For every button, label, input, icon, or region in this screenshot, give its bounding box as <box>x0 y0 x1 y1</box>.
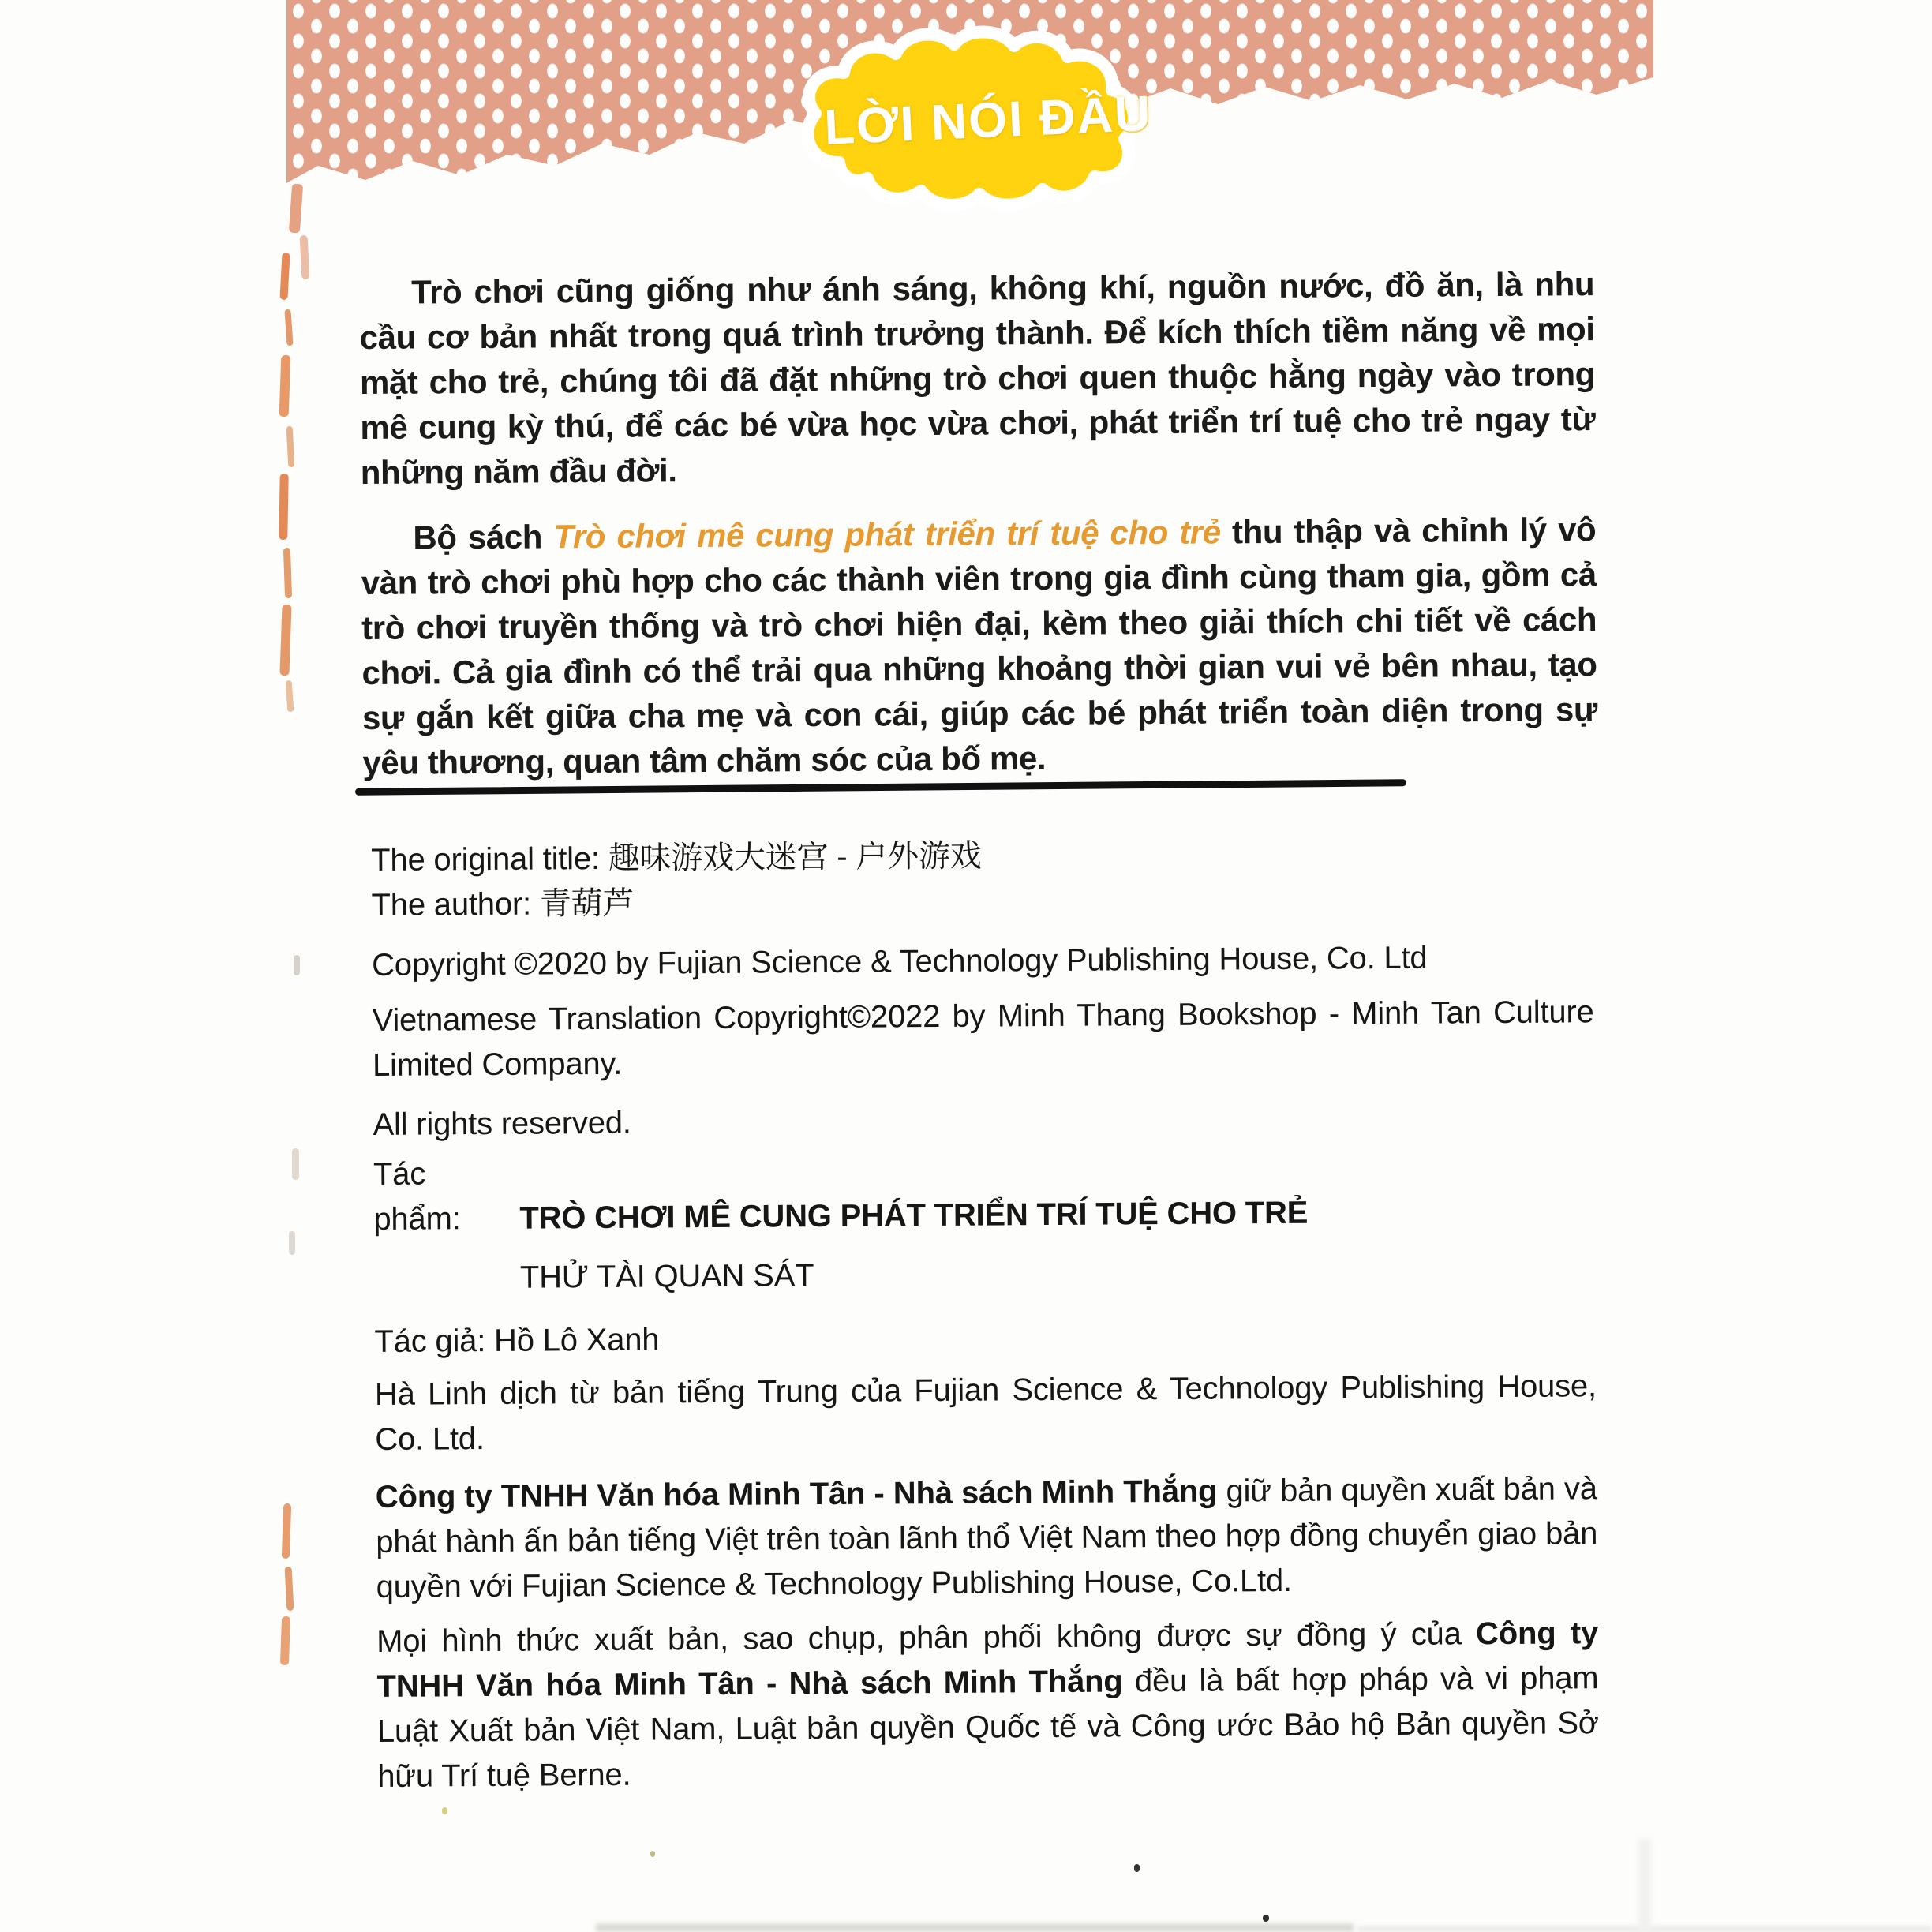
scan-artifact <box>1638 1839 1651 1932</box>
title-cloud <box>777 22 1188 219</box>
scan-artifact <box>300 235 310 279</box>
legal-publisher-name: Công ty TNHH Văn hóa Minh Tân - Nhà sách Minh Thắng <box>376 1616 1599 1704</box>
legal-text-pre: Mọi hình thức xuất bản, sao chụp, phân phối không được sự đồng ý của <box>376 1616 1477 1659</box>
vn-copyright-line: Vietnamese Translation Copyright©2022 by Minh Thang Bookshop - Minh Tan Culture Limited Company. <box>372 994 1594 1083</box>
rights-line: All rights reserved. <box>373 1105 631 1142</box>
scan-artifact <box>1134 1864 1140 1872</box>
author-vn-line: Tác giả: Hồ Lô Xanh <box>374 1322 660 1359</box>
scan-artifact <box>289 184 303 234</box>
publisher-name: Công ty TNHH Văn hóa Minh Tân - Nhà sách Minh Thắng <box>375 1473 1218 1515</box>
work-title: TRÒ CHƠI MÊ CUNG PHÁT TRIỂN TRÍ TUỆ CHO TRẺ <box>519 1195 1309 1236</box>
scan-artifact <box>596 1923 1354 1932</box>
scan-artifact <box>289 1231 295 1255</box>
series-title: Trò chơi mê cung phát triển trí tuệ cho trẻ <box>553 513 1221 556</box>
intro-section <box>359 261 1598 785</box>
scan-artifact <box>280 1616 290 1665</box>
work-subtitle: THỬ TÀI QUAN SÁT <box>519 1258 814 1295</box>
scan-artifact <box>279 474 288 540</box>
translator-line: Hà Linh dịch từ bản tiếng Trung của Fujian Science & Technology Publishing House, Co. Ltd. <box>374 1368 1597 1457</box>
scan-artifact <box>282 1503 291 1559</box>
original-author-line: The author: 青葫芦 <box>371 886 635 923</box>
paragraph-rest: thu thập và chỉnh lý vô vàn trò chơi phù hợp cho các thành viên trong gia đình cùng tham gia, gồm cả trò chơi truyền thống và trò chơi hiện đại, kèm theo giải thích chi tiết về cách chơi. Cả gia đình có thể trải qua những khoảng thời gian vui vẻ bên nhau, tạo sự gắn kết giữa cha mẹ và con cái, giúp các bé phát triển toàn diện trong sự yêu thương, quan tâm chăm sóc của bố mẹ. <box>361 511 1598 781</box>
scan-artifact <box>284 309 293 346</box>
scan-artifact <box>292 1148 299 1180</box>
work-title-line <box>373 1144 1596 1242</box>
legal-paragraph <box>376 1611 1600 1799</box>
scan-artifact <box>286 680 294 712</box>
scan-artifact <box>283 548 292 598</box>
scan-artifact <box>279 253 290 300</box>
work-label: Tác phẩm: <box>373 1156 461 1237</box>
scan-artifact <box>650 1851 655 1857</box>
legal-text-post: đều là bất hợp pháp và vi phạm Luật Xuất bản Việt Nam, Luật bản quyền Quốc tế và Công ước Bảo hộ Bản quyền Sở hữu Trí tuệ Berne. <box>376 1661 1600 1794</box>
publisher-rights-text: giữ bản quyền xuất bản và phát hành ấn bản tiếng Việt trên toàn lãnh thổ Việt Nam theo hợp đồng chuyển giao bản quyền với Fujian Science & Technology Publishing House, Co.Ltd. <box>376 1471 1598 1604</box>
scan-artifact <box>285 1567 294 1611</box>
original-title-line: The original title: 趣味游戏大迷宫 - 户外游戏 <box>371 838 982 878</box>
page-title: LỜI NÓI ĐẦU <box>823 85 1153 155</box>
copyright-line: Copyright ©2020 by Fujian Science & Technology Publishing House, Co. Ltd <box>371 940 1428 983</box>
scan-artifact <box>279 605 291 676</box>
scan-artifact <box>294 955 300 975</box>
scan-artifact <box>279 355 291 417</box>
colophon-section <box>371 829 1599 1799</box>
paragraph-lead: Bộ sách <box>413 518 554 556</box>
publisher-rights-paragraph <box>376 1466 1598 1610</box>
intro-paragraph-1: Trò chơi cũng giống như ánh sáng, không khí, nguồn nước, đồ ăn, là nhu cầu cơ bản nhất trong quá trình trưởng thành. Để kích thích tiềm năng về mọi mặt cho trẻ, chúng tôi đã đặt những trò chơi quen thuộc hằng ngày vào trong mê cung kỳ thú, để các bé vừa học vừa chơi, phát triển trí tuệ cho trẻ ngay từ những năm đầu đời. <box>359 265 1596 491</box>
scan-artifact <box>1263 1915 1269 1922</box>
scan-artifact <box>442 1807 447 1814</box>
scan-artifact <box>286 426 295 467</box>
intro-paragraph-2 <box>361 507 1597 785</box>
